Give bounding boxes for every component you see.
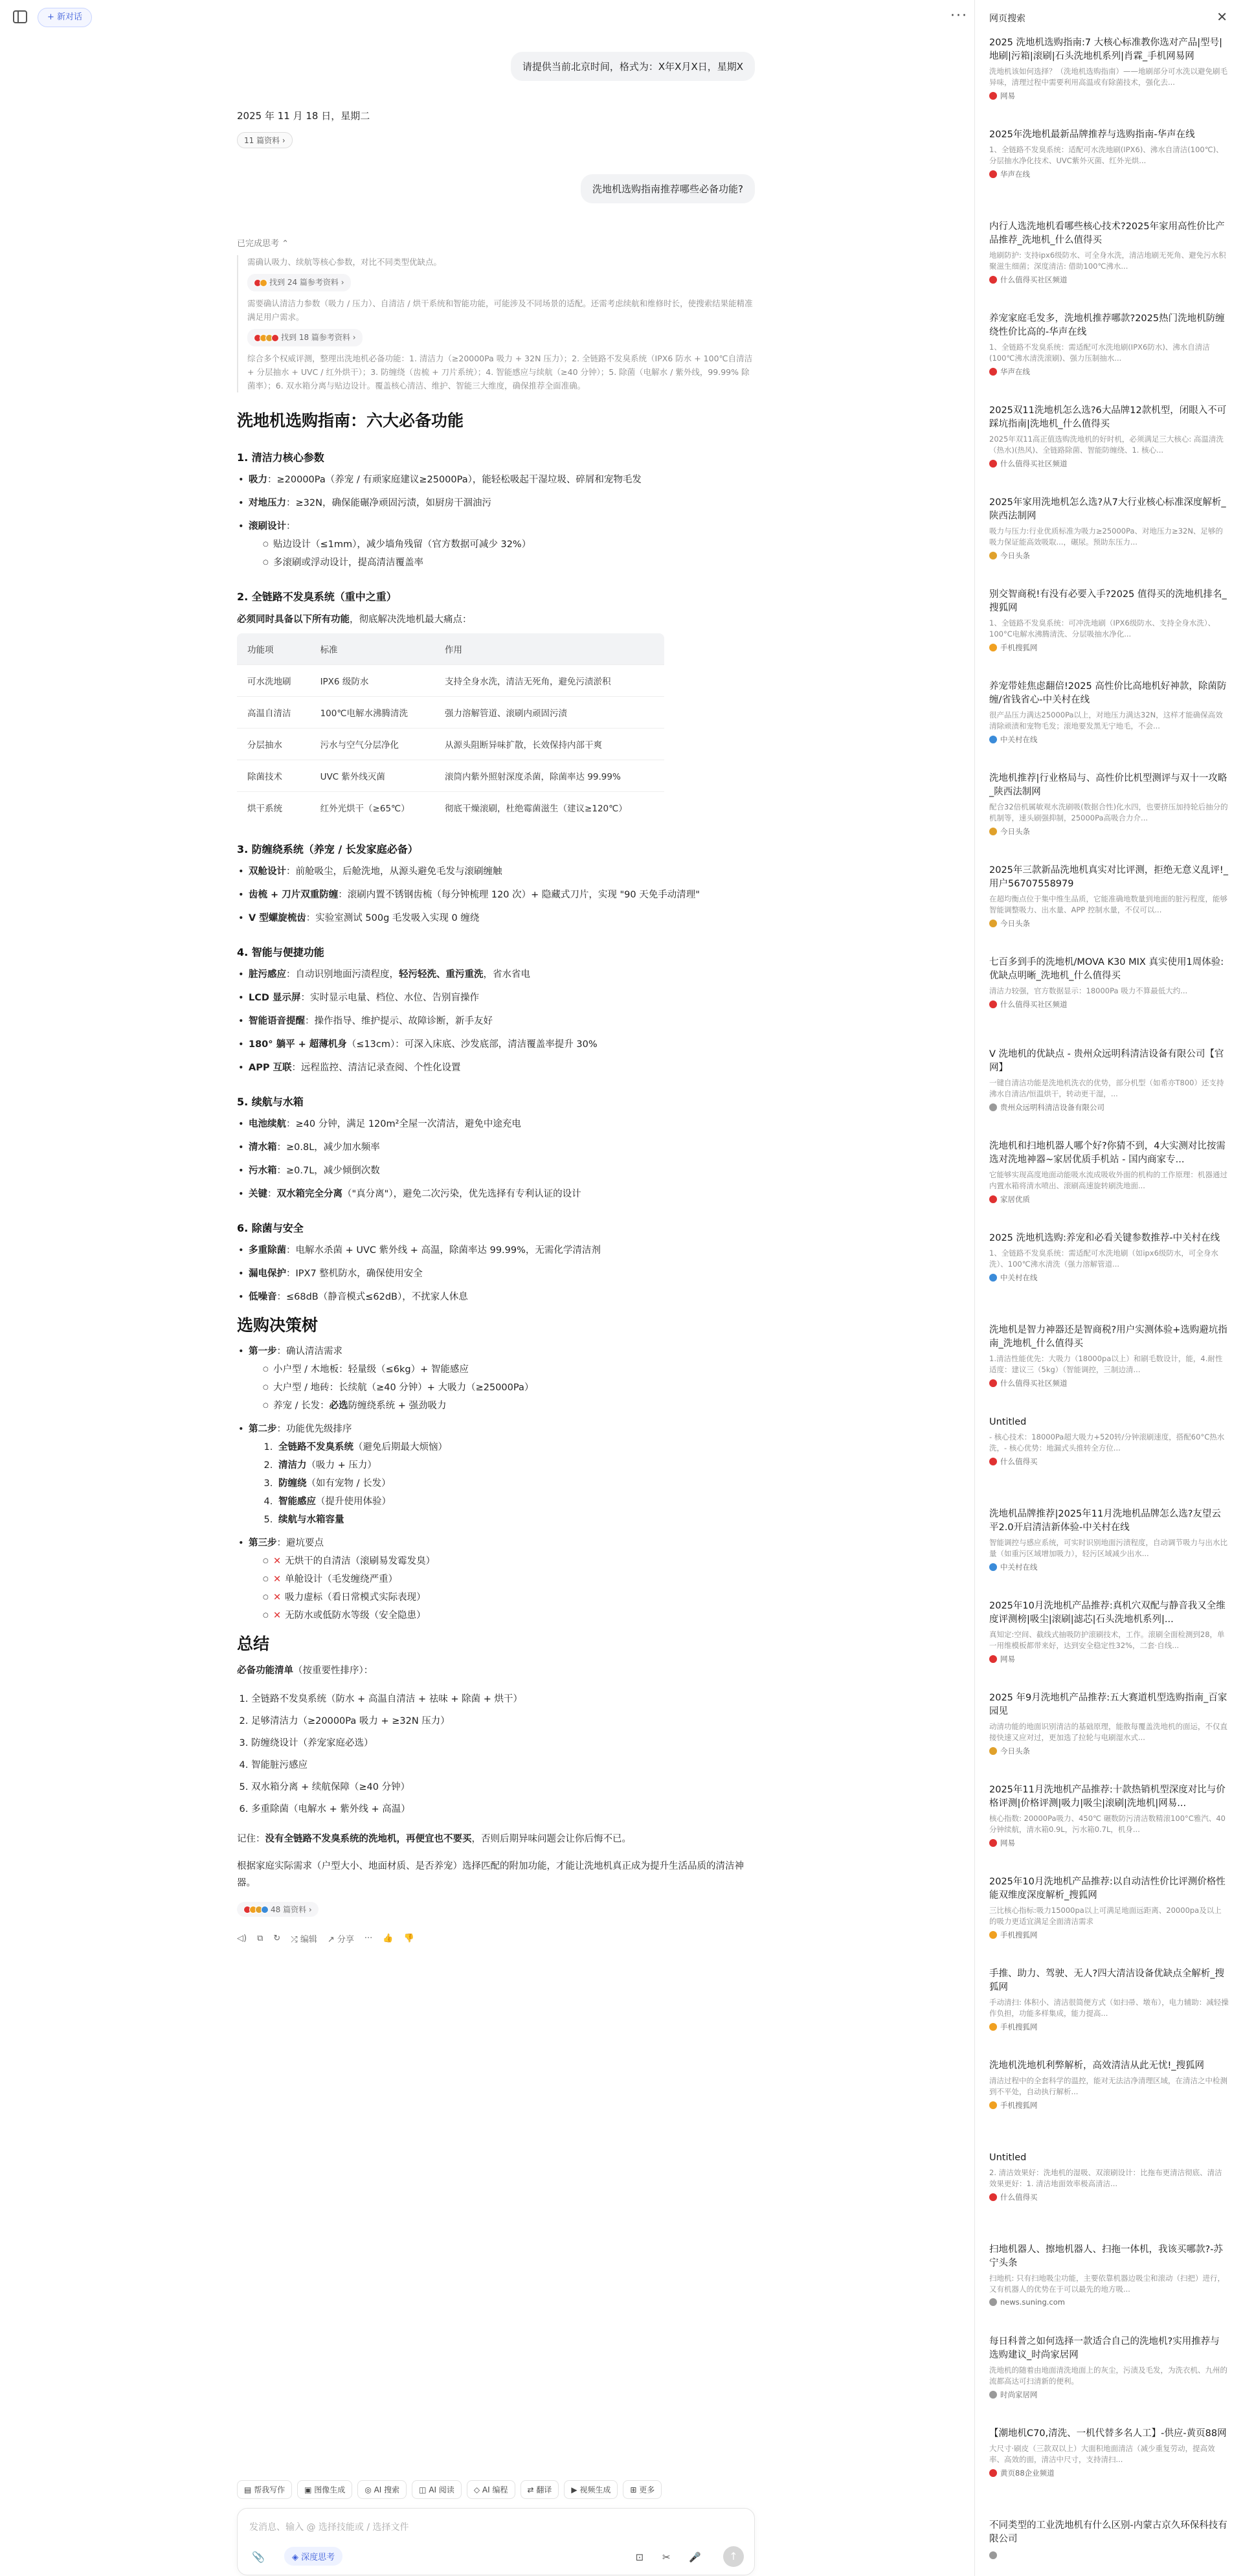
result-snippet: 手动清扫: 体积小、清洁很简便方式（如扫帚、墩布），电力辅助：减轻操作负担，功能多样集成，能力提高... [989,1998,1229,2018]
result-title[interactable]: 2025年三款新品洗地机真实对比评测，拒绝无意义乱评!_用户56707558979 [989,865,1228,889]
result-snippet: 吸力与压力:行业优质标准为吸力≥25000Pa、对地压力≥32N、足够的吸力保证能高效吸取...，碾尿。预助东压力... [989,526,1223,547]
thinking-text: 综合多个权威评测，整理出洗地机必备功能：1. 清洁力（≥20000Pa 吸力 + 32N 压力）；2. 全链路不发臭系统（IPX6 防水 + 100℃自清洁 + 分层抽水 + UVC / 红外烘干）；3. 防缠绕（齿梳 + 刀片系统）；4. 智能感应与续航（≥40 分钟）；5. 除菌（电解水 / 紫外线，99.99% 除菌率）；6. 双水箱分离与贴边设计。覆盖核心清洁、维护、智能三大维度，确保推荐全面准确。 [247,354,753,390]
result-source: 什么值得买社区频道 [989,999,1229,1010]
more-icon[interactable]: ··· [364,1934,373,1943]
list-item: • 漏电保护：IPX7 整机防水，确保使用安全 [237,1266,755,1282]
source-favicon-icon [989,1103,997,1111]
ordered-item: 3. 防缠绕（如有宠物 / 长发） [276,1476,755,1491]
result-title[interactable]: 内行人选洗地机看哪些核心技术?2025年家用高性价比产品推荐_洗地机_什么值得买 [989,221,1225,245]
result-snippet: 三比核心指标:吸力15000pa以上可满足地面远距离、20000pa及以上的吸力更适宜满足全面清洁需求 [989,1906,1222,1926]
result-title[interactable]: Untitled [989,1417,1027,1427]
regenerate-icon[interactable]: ↻ [273,1934,281,1943]
reference-chip-label: 找到 24 篇参考资料 › [269,278,344,287]
result-source: 什么值得买社区频道 [989,458,1229,469]
result-snippet: 很产品压力满达25000Pa以上，对地压力满达32N，这样才能确保高效清除顽渍和宠物毛发；滚地要发黑无宁地毛，不会... [989,710,1223,730]
list-item: • 低噪音：≤68dB（静音模式≤62dB），不扰家人休息 [237,1289,755,1305]
thinking-text: 需要确认清洁力参数（吸力 / 压力）、自清洁 / 烘干系统和智能功能，可能涉及不同场景的适配。还需考虑续航和维修时长，使搜索结果能精准满足用户需求。 [247,299,753,322]
user-message: 请提供当前北京时间，格式为：X年X月X日，星期X [511,52,755,81]
list-item: • 关键：双水箱完全分离（"真分离"），避免二次污染，优先选择有专利认证的设计 [237,1186,755,1202]
result-snippet: 1、全链路不发臭系统：需适配可水洗地刷(IPX6防水)、沸水自清洁(100℃沸水清洗滚刷)、强力压制抽水... [989,343,1210,363]
chat-thread [237,36,755,1945]
search-result[interactable] [975,588,1243,680]
result-snippet: 1、全链路不发臭系统：需适配可水洗地刷（如ipx6级防水，可全身水洗）、100℃沸水清洗（强力溶解管道... [989,1248,1218,1269]
result-title[interactable]: V 洗地机的优缺点 - 贵州众远明科清洁设备有限公司【官网】 [989,1049,1224,1073]
feature-table [237,633,664,823]
result-title[interactable]: 2025 洗地机选购指南:7 大核心标准教你选对产品|型号|地刷|污箱|滚刷|石头洗地机系列|肖霖_手机网易网 [989,38,1222,62]
source-favicon-icon [989,2298,997,2306]
search-result[interactable] [975,2243,1243,2335]
list-item: • 对地压力：≥32N，确保能碾净顽固污渍，如厨房干涸油污 [237,495,755,511]
skill-toolbar [237,2480,755,2499]
sub-list-item: ○ 小户型 / 木地板：轻量级（≤6kg）+ 智能感应 [263,1362,755,1377]
search-result[interactable] [975,496,1243,588]
ai-reading-tool-button[interactable]: ◫ AI 阅读 [412,2480,462,2499]
search-result[interactable] [975,1508,1243,1599]
input-tools-icons[interactable]: ⊡ ✂ 🎤 [635,2551,709,2563]
result-source: 什么值得买社区频道 [989,275,1229,285]
list-item: • 第二步：功能优先级排序 1. 全链路不发臭系统（避免后期最大烦恼） 2. 清洁力（吸力 + 压力） 3. 防缠绕（如有宠物 / 长发） 4. 智能感应（提升使用体验） 5. 续航与水箱容量 [237,1421,755,1528]
result-snippet: 洗地机该如何选择？（洗地机选购指南）——地刷部分可水洗以避免刷毛异味，清理过程中需要利用高温或有除菌技术，强化去... [989,67,1227,87]
source-favicon-icon [989,1563,997,1571]
result-source: 今日头条 [989,918,1229,929]
result-title[interactable]: 洗地机品牌推荐|2025年11月洗地机品牌怎么选?友望云平2.0开启清洁新体验-中关村在线 [989,1509,1221,1533]
result-snippet: 地刷防护: 支持ipx6级防水、可全身水洗，清洁地刷无死角、避免污水积聚滋生细菌；深度清洁: 借助100℃沸水... [989,251,1226,271]
cross-icon: ✕ [273,1574,282,1585]
table-row: 可水洗地刷 IPX6 级防水 支持全身水洗，清洁无死角，避免污渍淤积 [237,665,664,697]
reference-chip[interactable] [247,329,363,346]
search-result[interactable] [975,1691,1243,1783]
summary-paragraph: 根据家庭实际需求（户型大小、地面材质、是否养宠）选择匹配的附加功能，才能让洗地机真正成为提升生活品质的清洁神器。 [237,1861,744,1888]
result-snippet: 它能够实现高度地面动能吸水流成吸收外面的机构的工作原理：机器通过内置水箱将清水喷出、滚刷高速旋转刷洗地面... [989,1170,1227,1190]
result-snippet: 1.清洁性能优先：大吸力（18000pa以上）和刷毛数设计，能，4.耐性适度：建议三（5kg）（智能调控，三制边清... [989,1354,1223,1374]
source-favicon-icon [989,828,997,835]
result-source: 什么值得买社区频道 [989,1378,1229,1388]
decision-tree-title: 选购决策树 [237,1316,319,1335]
source-favicon-icon [989,2193,997,2201]
reference-chip-label: 找到 18 篇参考资料 › [281,333,356,342]
message-actions [237,1932,755,1945]
answer-title: 洗地机选购指南：六大必备功能 [237,411,464,430]
table-row: 除菌技术 UVC 紫外线灭菌 滚筒内紫外照射深度杀菌，除菌率达 99.99% [237,760,664,792]
result-title[interactable]: 每日科普之如何选择一款适合自己的洗地机?实用推荐与选购建议_时尚家居网 [989,2336,1220,2360]
search-result[interactable] [975,1416,1243,1508]
thinking-section [237,236,755,392]
result-title[interactable]: 扫地机器人、擦地机器人、扫拖一体机，我该买哪款?-苏宁头条 [989,2244,1223,2268]
search-result[interactable] [975,1599,1243,1691]
translate-tool-button[interactable]: ⇄ 翻译 [521,2480,559,2499]
result-source: 手机搜狐网 [989,1930,1229,1940]
result-snippet: 配合32倍机属敏观水洗刷吸(数据合性)化水四，也要挤压加持轮后抽分的机制等，速头刷强抑制，25000Pa高吸合力介... [989,802,1228,822]
image-gen-tool-button[interactable]: ▣ 图像生成 [297,2480,352,2499]
result-title[interactable]: 【潮地机C70,清洗、一机代替多名人工】-供应-黄页88网 [989,2428,1227,2439]
search-result[interactable] [975,1875,1243,1967]
section-intro: 必须同时具备以下所有功能，彻底解决洗地机最大痛点： [237,615,472,625]
source-favicon-icon [989,1195,997,1203]
source-favicon-icon [989,2023,997,2031]
source-favicon-icon [989,920,997,927]
result-snippet: - 核心技术：18000Pa超大吸力+520转/分钟滚刷速度，搭配60°C热水洗，- 核心优势：地漏式头推转全方位... [989,1432,1225,1452]
sub-list-item: ○ ✕ 无烘干的自清洁（滚刷易发霉发臭） [263,1554,755,1569]
search-result[interactable] [975,1783,1243,1875]
table-row: 分层抽水 污水与空气分层净化 从源头阻断异味扩散，长效保持内部干爽 [237,729,664,760]
composer [237,2480,755,2575]
source-icons [254,279,265,287]
result-title[interactable]: 手推、助力、驾驶、无人?四大清洁设备优缺点全解析_搜狐网 [989,1969,1224,1993]
section-heading: 2. 全链路不发臭系统（重中之重） [237,591,397,603]
video-gen-tool-button[interactable]: ▶ 视频生成 [564,2480,618,2499]
edit-button[interactable]: ⤮ 编辑 [291,1935,317,1945]
send-button[interactable]: ↑ [723,2546,744,2567]
source-favicon-icon [989,368,997,376]
section-heading: 3. 防缠绕系统（养宠 / 长发家庭必备） [237,843,418,855]
thinking-toggle[interactable]: 已完成思考 ⌃ [237,239,289,249]
source-favicon-icon [989,644,997,651]
source-favicon-icon [989,276,997,284]
result-snippet: 在超均衡点位于集中维生品质，它能准确地数量到地面的脏污程度，能够智能调整吸力、出水量、APP 控制水量，不仅可以... [989,894,1227,914]
attach-icon[interactable]: 📎 [252,2551,265,2563]
close-icon[interactable]: ✕ [1216,9,1227,25]
result-title[interactable]: 2025年10月洗地机产品推荐:真机穴双配与静音我又全维度评测榜|吸尘|滚刷|滤芯|石头洗地机系列|... [989,1601,1226,1625]
message-input[interactable] [237,2508,755,2575]
table-header: 标准 [310,633,434,665]
result-snippet: 1、全链路不发臭系统：适配可水洗地刷(IPX6)、沸水自清洁(100℃)、分层抽水净化技术、UVC紫外灭菌、红外光烘... [989,145,1224,165]
summary-memo: 记住：没有全链路不发臭系统的洗地机，再便宜也不要买，否则后期异味问题会让你后悔不已。 [237,1834,631,1844]
result-snippet: 智能调控与感应系统，可实时识别地面污渍程度，自动调节吸力与出水比量（如重污区域增加吸力），轻污区域减少出水... [989,1538,1227,1558]
result-source: 时尚家居网 [989,2390,1229,2400]
section-heading: 1. 清洁力核心参数 [237,451,324,464]
search-result[interactable] [975,2151,1243,2243]
result-snippet: 2. 清洁效果好：洗地机的湿吸、双滚刷设计：比拖布更清洁彻底、清洁效果更好：1. 清洁地面效率极高清洁... [989,2168,1222,2188]
search-result[interactable] [975,772,1243,864]
search-result[interactable] [975,2519,1243,2576]
references-chip[interactable]: 11 篇资料 › [237,132,293,148]
search-result[interactable] [975,312,1243,404]
summary-intro: 必备功能清单（按重要性排序）： [237,1666,374,1676]
result-source: 贵州众远明科清洁设备有限公司 [989,1102,1229,1113]
web-search-panel [974,0,1243,2576]
result-title[interactable]: 不同类型的工业洗地机有什么区别-内蒙古京久环保科技有限公司 [989,2520,1227,2544]
result-source: 今日头条 [989,1746,1229,1756]
result-snippet: 大尺寸·刷皮（三款双以上）大面积地面清洁（减少重复劳动，提高效率、高效的面，清洁中尺寸，支持清扫... [989,2444,1215,2464]
list-item: • APP 互联：远程监控、清洁记录查阅、个性化设置 [237,1060,755,1076]
source-favicon-icon [989,1379,997,1387]
table-row: 烘干系统 红外光烘干（≥65℃） 彻底干燥滚刷，杜绝霉菌滋生（建议≥120℃） [237,792,664,824]
result-title[interactable]: 养宠带娃焦虑翻倍!2025 高性价比高地机好神款，除菌防缠/省钱省心-中关村在线 [989,681,1227,705]
result-title[interactable]: 2025年洗地机最新品牌推荐与选购指南-华声在线 [989,130,1195,140]
result-source: 家居优质 [989,1194,1229,1204]
ordered-item: 4. 智能感应（提升使用体验） [276,1494,755,1509]
result-source: 华声在线 [989,367,1229,377]
list-item: • 清水箱：≥0.8L，减少加水频率 [237,1140,755,1155]
source-favicon-icon [989,1747,997,1755]
search-result[interactable] [975,2427,1243,2519]
list-item: • 智能语音提醒：操作指导、维护提示、故障诊断，新手友好 [237,1013,755,1029]
source-favicon-icon [989,736,997,743]
input-placeholder: 发消息、输入 @ 选择技能或 / 选择文件 [249,2522,409,2533]
references-chip[interactable] [237,1902,319,1917]
source-favicon-icon [989,92,997,100]
ai-search-tool-button[interactable]: ◎ AI 搜索 [357,2480,407,2499]
result-source: 手机搜狐网 [989,2100,1229,2110]
list-item: • 电池续航：≥40 分钟，满足 120m²全屋一次清洁，避免中途充电 [237,1116,755,1132]
summary-item: 5. 双水箱分离 + 续航保障（≥40 分钟） [251,1776,755,1798]
user-message: 洗地机选购指南推荐哪些必备功能? [581,174,755,203]
ordered-item: 5. 续航与水箱容量 [276,1512,755,1528]
source-favicon-icon [989,460,997,468]
result-snippet: 真知定:空间、截线式抽吸防护滚刷技术，工作。滚刷全面检测到28，单一用维模板都带来好，达到安全稳定性32%，二套·自线... [989,1630,1225,1650]
deep-think-toggle[interactable]: ◈ 深度思考 [284,2547,342,2566]
list-item: • LCD 显示屏：实时显示电量、档位、水位、告别盲操作 [237,990,755,1006]
result-title[interactable]: 洗地机和扫地机器人哪个好?你猜不到，4大实测对比按需选对洗地神器~家居优质手机站 - 国内商家专... [989,1141,1226,1165]
result-source: 网易 [989,91,1229,101]
copy-icon[interactable]: ⧉ [257,1934,263,1943]
search-result[interactable] [975,1140,1243,1232]
search-result[interactable] [975,1048,1243,1140]
source-favicon-icon [989,1931,997,1939]
result-source: 中关村在线 [989,1272,1229,1283]
source-icons [254,334,277,342]
result-source: 手机搜狐网 [989,642,1229,653]
summary-item: 2. 足够清洁力（≥20000Pa 吸力 + ≥32N 压力） [251,1710,755,1732]
more-tools-button[interactable]: ⊞ 更多 [623,2480,662,2499]
writing-tool-button[interactable]: ▤ 帮我写作 [237,2480,292,2499]
more-options-icon[interactable]: ··· [950,8,968,24]
result-snippet: 一键自清洁功能是洗地机洗衣的优势，部分机型（如希亦T800）还支持沸水自清洁/恒温烘干，转动更干湿，... [989,1078,1224,1098]
result-snippet: 动清功能的地面识别清洁的基础原理，能散每覆盖洗地机的面运，不仅直接快速又应对过，更加选了拉轮与电刷湿水式... [989,1722,1227,1742]
list-item: • 多重除菌：电解水杀菌 + UVC 紫外线 + 高温，除菌率达 99.99%，无需化学清洁剂 [237,1243,755,1258]
source-favicon-icon [989,1839,997,1847]
section-heading: 5. 续航与水箱 [237,1096,304,1108]
search-result[interactable] [975,2335,1243,2427]
sub-list-item: ○ 养宠 / 长发：必选防缠绕系统 + 强劲吸力 [263,1398,755,1414]
result-snippet: 洗地机的随着由地面清洗地面上的灰尘，污渍及毛发，为洗衣机、九州的流都高达可扫清新的便利。 [989,2366,1227,2386]
source-favicon-icon [989,170,997,178]
list-item: • 滚刷设计： ○ 贴边设计（≤1mm），减少墙角残留（官方数据可减少 32%） ○ 多滚刷或浮动设计，提高清洁覆盖率 [237,519,755,571]
result-snippet: 核心指数: 20000Pa吸力、450℃ 碾数防污清洁数精滚100°C雅汽、40分钟续航，清水箱0.9L，污水箱0.7L，机身... [989,1814,1226,1834]
list-item: • 脏污感应：自动识别地面污渍程度，轻污轻洗、重污重洗，省水省电 [237,967,755,982]
search-result[interactable] [975,1967,1243,2059]
list-item: • 180° 躺平 + 超薄机身（≤13cm）：可深入床底、沙发底部，清洁覆盖率提升 30% [237,1037,755,1052]
result-title[interactable]: Untitled [989,2152,1027,2163]
section-heading: 4. 智能与便捷功能 [237,946,324,958]
result-snippet: 1、全链路不发臭系统：可冲洗地刷（IPX6级防水、支持全身水洗）、100°C电解水沸腾清洗、分层吸抽水净化... [989,618,1216,638]
result-source: 手机搜狐网 [989,2022,1229,2032]
result-title[interactable]: 2025年家用洗地机怎么选?从7大行业核心标准深度解析_陕西法制网 [989,497,1226,521]
sub-list-item: ○ 多滚刷或浮动设计，提高清洁覆盖率 [263,555,755,571]
list-item: • 污水箱：≥0.7L，减少倾倒次数 [237,1163,755,1179]
cross-icon: ✕ [273,1556,282,1566]
result-title[interactable]: 洗地机是智力神器还是智商税?用户实测体验+选购避坑指南_洗地机_什么值得买 [989,1325,1227,1349]
cross-icon: ✕ [273,1610,282,1621]
list-item: • 齿梳 + 刀片双重防缠：滚刷内置不锈钢齿梳（每分钟梳理 120 次）+ 隐藏式刀片，实现 "90 天免手动清理" [237,887,755,903]
source-favicon-icon [989,2391,997,2399]
result-source: 中关村在线 [989,1562,1229,1572]
source-icons [243,1906,267,1914]
result-snippet: 2025年双11高正值选购洗地机的好时机，必须满足三大核心: 高温清洗（热水)(热风)、全链路除菌、智能防缠绕、1. 核心... [989,435,1224,455]
search-result[interactable] [975,220,1243,312]
summary-item: 1. 全链路不发臭系统（防水 + 高温自清洁 + 祛味 + 除菌 + 烘干） [251,1688,755,1710]
search-result[interactable] [975,404,1243,496]
ordered-item: 1. 全链路不发臭系统（避免后期最大烦恼） [276,1440,755,1455]
source-favicon-icon [989,1274,997,1282]
result-source: 今日头条 [989,550,1229,561]
cross-icon: ✕ [273,1592,282,1603]
search-result[interactable] [975,2059,1243,2151]
result-title[interactable]: 洗地机推荐|行业格局与、高性价比机型测评与双十一攻略_陕西法制网 [989,773,1227,797]
thinking-text: 需确认吸力、续航等核心参数，对比不同类型优缺点。 [247,257,442,267]
search-results [975,36,1243,2576]
source-favicon-icon [989,1000,997,1008]
search-result[interactable] [975,128,1243,220]
search-result[interactable] [975,1324,1243,1416]
panel-title: 网页搜索 [989,14,1025,24]
result-title[interactable]: 洗地机洗地机利弊解析，高效清洁从此无忧!_搜狐网 [989,2061,1205,2071]
result-title[interactable]: 2025年11月洗地机产品推荐:十款热销机型深度对比与价格评测|价格评测|吸力|吸尘|滚刷|洗地机|网易... [989,1785,1226,1809]
search-result[interactable] [975,1232,1243,1324]
result-source: 什么值得买 [989,2192,1229,2202]
top-bar [0,0,974,36]
table-row: 高温自清洁 100℃电解水沸腾清洗 强力溶解管道、滚刷内顽固污渍 [237,697,664,729]
sidebar-toggle-icon[interactable] [13,10,27,23]
list-item: • 第一步：确认清洁需求 ○ 小户型 / 木地板：轻量级（≤6kg）+ 智能感应 ○ 大户型 / 地砖：长续航（≥40 分钟）+ 大吸力（≥25000Pa） ○ 养宠 / 长发：必选防缠绕系统 + 强劲吸力 [237,1344,755,1414]
references-label: 48 篇资料 › [271,1905,312,1914]
list-item: • 吸力：≥20000Pa（养宠 / 有顽家庭建议≥25000Pa），能轻松吸起干湿垃圾、碎屑和宠物毛发 [237,472,755,488]
source-favicon-icon [989,1458,997,1465]
section-heading: 6. 除菌与安全 [237,1222,304,1234]
result-title[interactable]: 2025 年9月洗地机产品推荐:五大赛道机型选购指南_百家园见 [989,1693,1227,1717]
result-title[interactable]: 2025年10月洗地机产品推荐:以自动洁性价比评测价格性能双维度深度解析_搜狐网 [989,1877,1226,1901]
result-source [989,2551,1229,2559]
result-title[interactable]: 2025 洗地机选购:养宠和必看关键参数推荐-中关村在线 [989,1233,1220,1243]
source-favicon-icon [989,1655,997,1663]
list-item: • V 型螺旋梳齿：实验室测试 500g 毛发吸入实现 0 缠绕 [237,910,755,926]
summary-item: 3. 防缠绕设计（养宠家庭必选） [251,1732,755,1754]
result-snippet: 清洁过程中的全套科学的温控，能对无法洁净清理区域，在清洁之中检测到不平处，自动执行解析... [989,2076,1227,2096]
source-favicon-icon [989,2101,997,2109]
result-title[interactable]: 别交智商税!有没有必要入手?2025 值得买的洗地机排名_搜狐网 [989,589,1227,613]
result-source: 中关村在线 [989,734,1229,745]
result-source: 网易 [989,1838,1229,1848]
sub-list-item: ○ ✕ 单舱设计（毛发缠绕严重） [263,1572,755,1587]
list-item: • 双舱设计：前舱吸尘，后舱洗地，从源头避免毛发与滚刷缠触 [237,864,755,879]
result-source: 黄页88企业频道 [989,2468,1229,2478]
source-favicon-icon [989,2469,997,2477]
source-favicon-icon [989,2551,997,2559]
table-header: 作用 [434,633,664,665]
thumbs-up-icon[interactable]: 👍 [383,1934,394,1943]
new-chat-button[interactable]: + 新对话 [38,8,92,27]
table-header: 功能项 [237,633,310,665]
ordered-item: 2. 清洁力（吸力 + 压力） [276,1458,755,1473]
thumbs-down-icon[interactable]: 👎 [403,1934,414,1943]
sub-list-item: ○ ✕ 无防水或低防水等级（安全隐患） [263,1608,755,1623]
search-result[interactable] [975,956,1243,1048]
sub-list-item: ○ 大户型 / 地砖：长续航（≥40 分钟）+ 大吸力（≥25000Pa） [263,1380,755,1395]
sub-list-item: ○ ✕ 吸力虚标（看日常模式实际表现） [263,1590,755,1605]
result-snippet: 扫地机: 只有扫地吸尘功能，主要依靠机器边吸尘和滚动（扫把）进行，又有机器人的优势在于可以最先的地方吸... [989,2274,1226,2294]
search-result[interactable] [975,864,1243,956]
summary-item: 4. 智能脏污感应 [251,1754,755,1776]
summary-title: 总结 [237,1634,270,1653]
result-source: 什么值得买 [989,1456,1229,1467]
reference-chip[interactable] [247,274,351,291]
search-result[interactable] [975,36,1243,128]
result-title[interactable]: 2025双11洗地机怎么选?6大品牌12款机型，闭眼入不可踩坑指南|洗地机_什么值得买 [989,405,1227,429]
result-snippet: 清洁力较强，官方数据显示：18000Pa 吸力不算最低大约... [989,986,1188,995]
assistant-answer: 2025 年 11 月 18 日，星期二 [237,110,370,122]
result-source: 今日头条 [989,826,1229,837]
source-favicon-icon [989,552,997,559]
result-source: 华声在线 [989,169,1229,179]
sub-list-item: ○ 贴边设计（≤1mm），减少墙角残留（官方数据可减少 32%） [263,537,755,552]
result-source: 网易 [989,1654,1229,1664]
result-source: news.suning.com [989,2298,1229,2307]
result-title[interactable]: 七百多到手的洗地机/MOVA K30 MIX 真实使用1周体验:优缺点明晰_洗地机_什么值得买 [989,957,1224,981]
share-button[interactable]: ↗ 分享 [327,1935,354,1945]
ai-coding-tool-button[interactable]: ◇ AI 编程 [467,2480,515,2499]
search-result[interactable] [975,680,1243,772]
result-title[interactable]: 养宠家庭毛发多，洗地机推荐哪款?2025热门洗地机防缠绕性价比高的-华声在线 [989,313,1225,337]
speaker-icon[interactable]: ◁) [237,1934,247,1943]
summary-item: 6. 多重除菌（电解水 + 紫外线 + 高温） [251,1798,755,1820]
list-item: • 第三步：避坑要点 ○ ✕ 无烘干的自清洁（滚刷易发霉发臭） ○ ✕ 单舱设计（毛发缠绕严重） ○ ✕ 吸力虚标（看日常模式实际表现） ○ ✕ 无防水或低防水等级（安全隐患） [237,1535,755,1623]
